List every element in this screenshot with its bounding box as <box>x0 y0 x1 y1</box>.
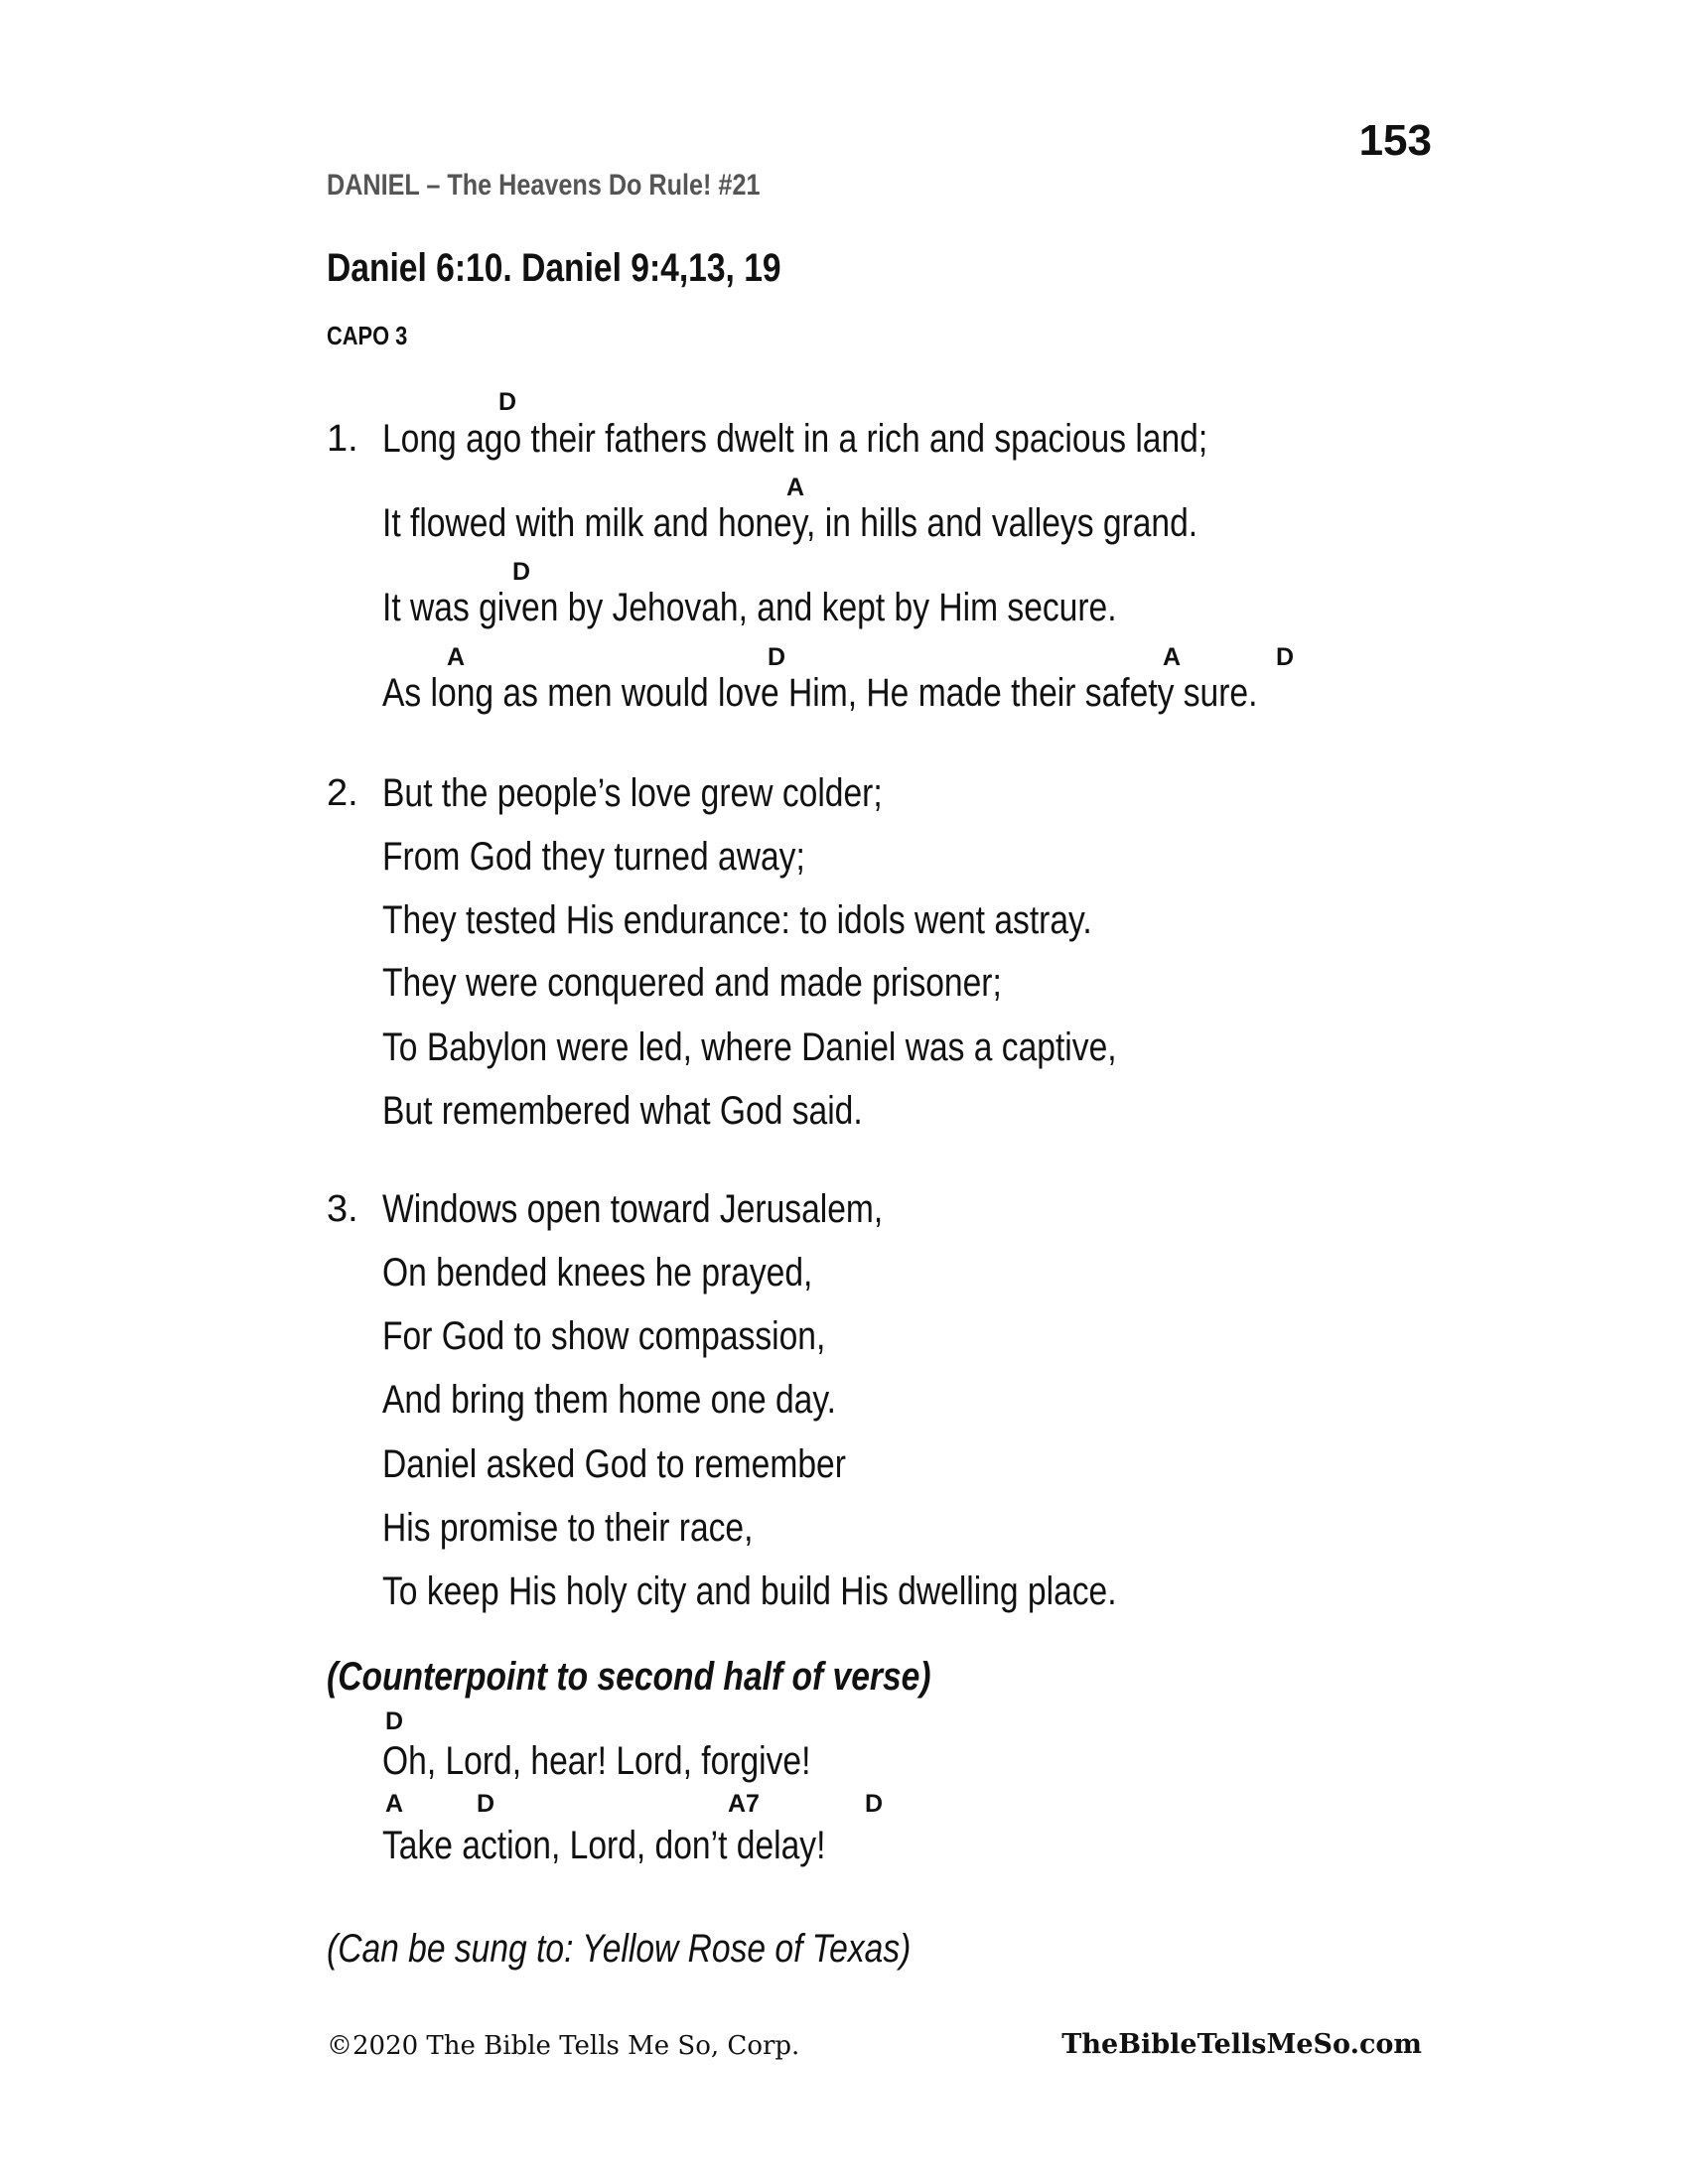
lyric-line: On bended knees he prayed, <box>382 1251 813 1295</box>
chord: D <box>512 558 531 586</box>
scripture-reference: Daniel 6:10. Daniel 9:4,13, 19 <box>327 246 781 290</box>
lyric-line: They tested His endurance: to idols went astray. <box>382 898 1092 942</box>
lyric-line: Daniel asked God to remember <box>382 1442 846 1486</box>
lyric-line: His promise to their race, <box>382 1506 754 1550</box>
counterpoint-heading: (Counterpoint to second half of verse) <box>327 1655 931 1699</box>
page-number: 153 <box>1358 116 1432 165</box>
lyric-line: But the people’s love grew colder; <box>382 771 883 815</box>
lyric-line: They were conquered and made prisoner; <box>382 961 1002 1005</box>
tune-note: (Can be sung to: Yellow Rose of Texas) <box>327 1927 912 1971</box>
chord: D <box>477 1790 495 1818</box>
chord: A <box>385 1790 404 1818</box>
chord: A <box>1163 643 1182 671</box>
series-title: DANIEL – The Heavens Do Rule! #21 <box>327 169 761 202</box>
lyric-line: And bring them home one day. <box>382 1378 836 1422</box>
verse-number: 3. <box>327 1188 358 1230</box>
lyric-line: Oh, Lord, hear! Lord, forgive! <box>382 1739 811 1783</box>
lyric-line: Take action, Lord, don’t delay! <box>382 1824 826 1867</box>
chord: D <box>865 1790 884 1818</box>
lyric-line: Windows open toward Jerusalem, <box>382 1187 884 1231</box>
chord: D <box>768 643 786 671</box>
lyric-line: It was given by Jehovah, and kept by Him secure. <box>382 586 1117 629</box>
verse-number: 2. <box>327 772 358 814</box>
lyric-line: For God to show compassion, <box>382 1314 826 1358</box>
lyric-line: But remembered what God said. <box>382 1089 863 1133</box>
chord: D <box>1276 643 1295 671</box>
chord: A <box>786 474 805 501</box>
lyric-line: It flowed with milk and honey, in hills and valleys grand. <box>382 501 1198 545</box>
copyright-text: ©2020 The Bible Tells Me So, Corp. <box>327 2031 800 2061</box>
verse-number: 1. <box>327 418 358 460</box>
chord: D <box>385 1707 404 1735</box>
lyric-line: To keep His holy city and build His dwelling place. <box>382 1570 1117 1613</box>
chord: A7 <box>728 1790 760 1818</box>
lyric-line: To Babylon were led, where Daniel was a captive, <box>382 1025 1117 1069</box>
chord: D <box>498 388 517 416</box>
lyric-line: From God they turned away; <box>382 835 805 879</box>
website-link[interactable]: TheBibleTellsMeSo.com <box>1061 2029 1422 2060</box>
lyric-line: As long as men would love Him, He made their safety sure. <box>382 671 1258 715</box>
capo-label: CAPO 3 <box>327 321 408 350</box>
lyric-line: Long ago their fathers dwelt in a rich and spacious land; <box>382 417 1208 461</box>
chord: A <box>447 643 466 671</box>
